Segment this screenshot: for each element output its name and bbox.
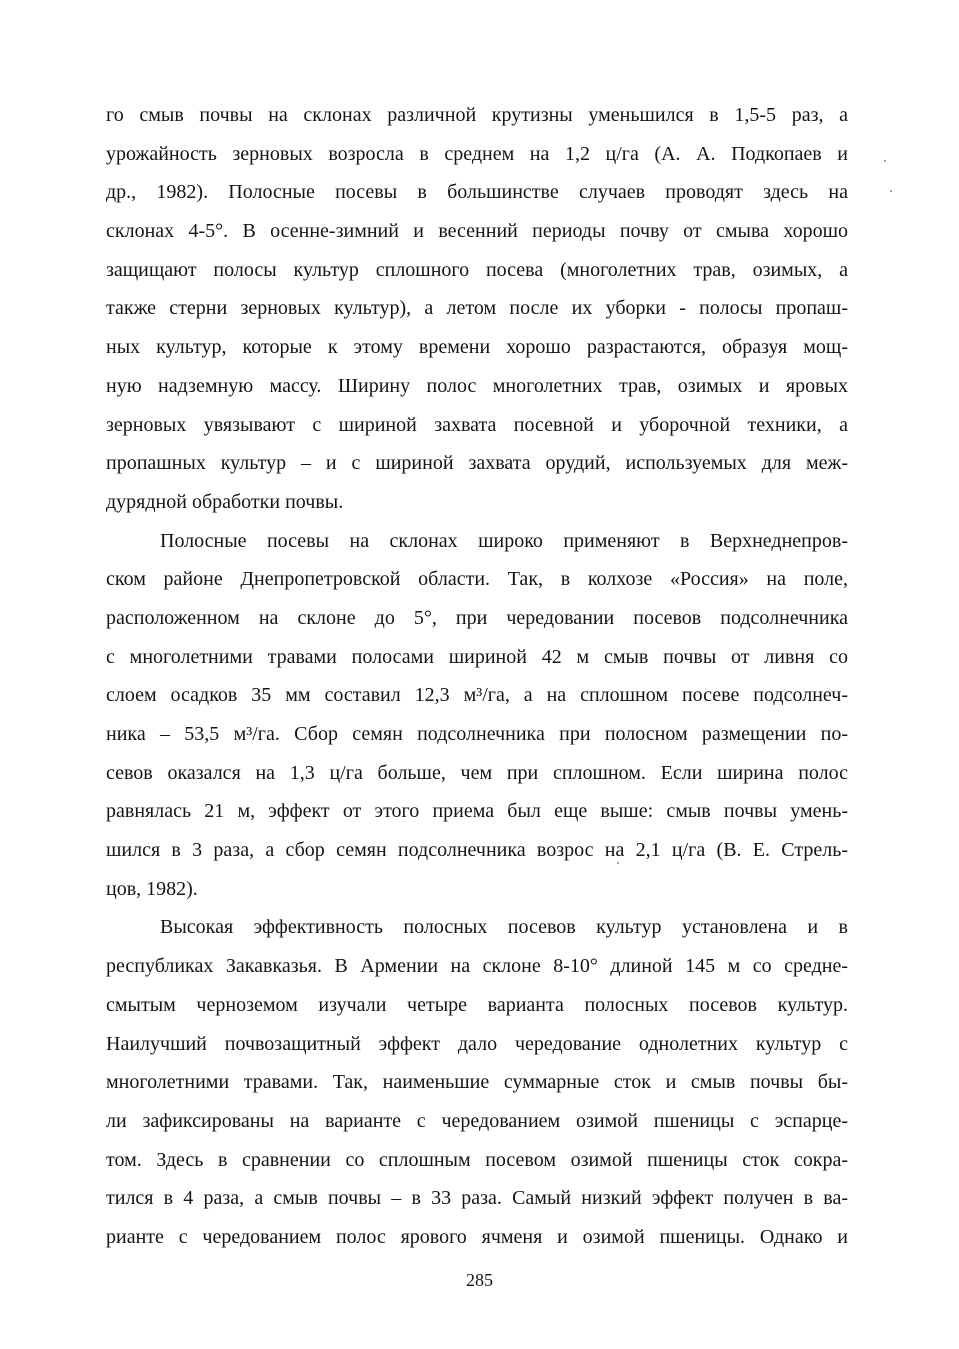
text-line	[106, 870, 848, 909]
text-line-content: урожайность зерновых возросла в среднем на 1,2 ц/га (А. А. Подкопаев и	[106, 142, 848, 165]
text-line	[106, 1063, 848, 1102]
text-line	[106, 754, 848, 793]
text-line	[106, 406, 848, 445]
text-line-content: зерновых увязывают с шириной захвата посевной и уборочной техники, а	[106, 413, 848, 436]
text-line-content: многолетними травами. Так, наименьшие суммарные сток и смыв почвы бы-	[106, 1071, 848, 1094]
text-line	[106, 947, 848, 986]
text-line-content: шился в 3 раза, а сбор семян подсолнечника возрос на 2,1 ц/га (В. Е. Стрель-	[106, 839, 848, 862]
text-line-content: равнялась 21 м, эффект от этого приема был еще выше: смыв почвы умень-	[106, 800, 848, 823]
text-line-content: слоем осадков 35 мм составил 12,3 м³/га, а на сплошном посеве подсолнеч-	[106, 684, 848, 707]
text-line-content: др., 1982). Полосные посевы в большинстве случаев проводят здесь на	[106, 181, 848, 204]
text-line	[106, 1141, 848, 1180]
text-line-content: рианте с чередованием полос ярового ячменя и озимой пшеницы. Однако и	[106, 1225, 848, 1248]
text-line-content: ную надземную массу. Ширину полос многолетних трав, озимых и яровых	[106, 374, 848, 397]
body-text	[106, 96, 848, 1257]
text-line	[106, 638, 848, 677]
text-line-content: также стерни зерновых культур), а летом после их уборки - полосы пропаш-	[106, 297, 848, 320]
text-line	[106, 792, 848, 831]
text-line	[106, 986, 848, 1025]
text-line	[106, 251, 848, 290]
text-line-content: севов оказался на 1,3 ц/га больше, чем при сплошном. Если ширина полос	[106, 761, 848, 784]
text-line	[106, 1102, 848, 1141]
text-line	[106, 599, 848, 638]
text-line	[106, 831, 848, 870]
text-line-content: Высокая эффективность полосных посевов культур установлена и в	[160, 916, 848, 939]
text-line	[106, 444, 848, 483]
text-line-content: Наилучший почвозащитный эффект дало чередование однолетних культур с	[106, 1032, 848, 1055]
text-line-content: тился в 4 раза, а смыв почвы – в 33 раза. Самый низкий эффект получен в ва-	[106, 1187, 848, 1210]
text-line	[106, 1025, 848, 1064]
text-line	[106, 908, 848, 947]
text-line-content: смытым черноземом изучали четыре варианта полосных посевов культур.	[106, 993, 848, 1016]
text-line-content: ника – 53,5 м³/га. Сбор семян подсолнечника при полосном размещении по-	[106, 723, 848, 745]
text-line	[106, 135, 848, 174]
page-number: 285	[466, 1270, 493, 1290]
scan-speck	[884, 160, 886, 162]
text-line	[106, 1218, 848, 1257]
text-line-content: ли зафиксированы на варианте с чередованием озимой пшеницы с эспарце-	[106, 1109, 848, 1132]
text-line-content: с многолетними травами полосами шириной 42 м смыв почвы от ливня со	[106, 645, 848, 668]
text-line-content: защищают полосы культур сплошного посева (многолетних трав, озимых, а	[106, 258, 848, 281]
text-line-content: пропашных культур – и с шириной захвата орудий, используемых для меж-	[106, 452, 848, 475]
text-line	[106, 289, 848, 328]
text-line-content: ском районе Днепропетровской области. Так, в колхозе «Россия» на поле,	[106, 568, 848, 591]
text-line-content: Полосные посевы на склонах широко применяют в Верхнеднепров-	[160, 529, 848, 552]
text-line	[106, 522, 848, 561]
text-line-content: том. Здесь в сравнении со сплошным посевом озимой пшеницы сток сокра-	[106, 1148, 848, 1171]
text-line	[106, 96, 848, 135]
text-line-content: ных культур, которые к этому времени хорошо разрастаются, образуя мощ-	[106, 336, 848, 359]
text-line-content: го смыв почвы на склонах различной крутизны уменьшился в 1,5-5 раз, а	[106, 104, 848, 126]
text-line-content: цов, 1982).	[106, 877, 198, 900]
text-line	[106, 367, 848, 406]
text-line-content: республиках Закавказья. В Армении на склоне 8-10° длиной 145 м со средне-	[106, 955, 848, 978]
text-line	[106, 212, 848, 251]
text-line	[106, 715, 848, 754]
scan-speck	[890, 190, 892, 192]
text-line	[106, 173, 848, 212]
text-line-content: склонах 4-5°. В осенне-зимний и весенний периоды почву от смыва хорошо	[106, 220, 848, 243]
text-line	[106, 483, 848, 522]
text-line	[106, 1179, 848, 1218]
text-line-content: дурядной обработки почвы.	[106, 490, 344, 513]
text-line	[106, 560, 848, 599]
scan-speck	[617, 862, 619, 864]
text-line-content: расположенном на склоне до 5°, при чередовании посевов подсолнечника	[106, 606, 848, 629]
text-line	[106, 328, 848, 367]
text-line	[106, 676, 848, 715]
